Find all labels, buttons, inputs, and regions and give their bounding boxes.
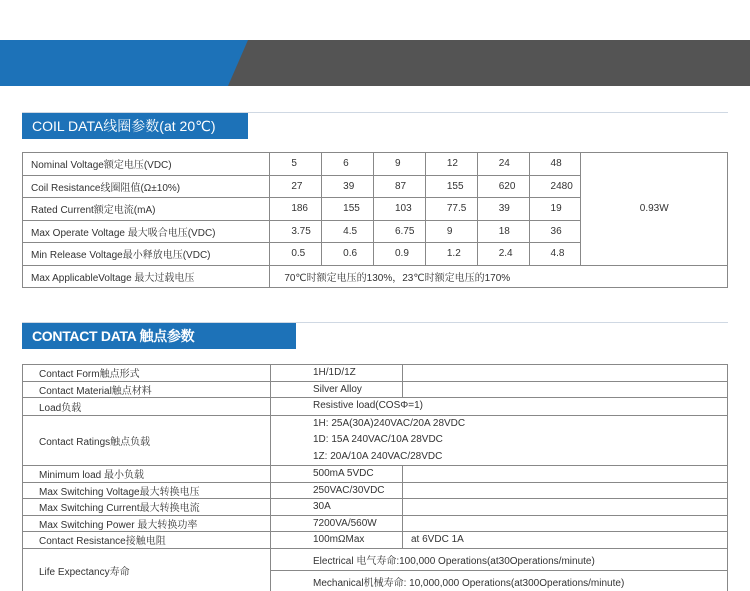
empty-cell [403,365,728,382]
table-row [23,532,728,549]
table-row [23,415,728,466]
table-row [23,499,728,516]
life-electrical: Electrical 电气寿命:100,000 Operations(at30Operations/minute) [271,548,728,570]
coil-cell: 9 [374,153,426,176]
coil-cell: 4.8 [529,243,581,266]
life-mechanical: Mechanical机械寿命: 10,000,000 Operations(at300Operations/minute) [271,570,728,591]
table-row [23,548,728,570]
coil-cell: 1.2 [425,243,477,266]
coil-cell: 3.75 [270,220,322,243]
contact-resistance-value: 100mΩMax [271,532,403,549]
coil-data-table [22,152,728,288]
load-value: Resistive load(COSΦ=1) [271,398,728,416]
table-row [23,466,728,483]
min-load-label: Minimum load 最小负载 [23,466,271,483]
max-voltage-label: Max Switching Voltage最大转换电压 [23,482,271,499]
coil-cell: 19 [529,198,581,221]
empty-cell [403,381,728,398]
contact-resistance-label: Contact Resistance接触电阻 [23,532,271,549]
contact-ratings-values [271,415,728,466]
load-label: Load负载 [23,398,271,416]
coil-cell: 24 [477,153,529,176]
max-power-value: 7200VA/560W [271,515,403,532]
coil-cell: 18 [477,220,529,243]
table-row [23,515,728,532]
coil-cell: 5 [270,153,322,176]
coil-row-label: Min Release Voltage最小释放电压(VDC) [23,243,270,266]
max-current-label: Max Switching Current最大转换电流 [23,499,271,516]
coil-row-label: Rated Current额定电流(mA) [23,198,270,221]
contact-section-title: CONTACT DATA 触点参数 [22,323,296,349]
coil-cell: 36 [529,220,581,243]
coil-cell: 0.5 [270,243,322,266]
empty-cell [403,499,728,516]
coil-cell: 0.6 [322,243,374,266]
empty-cell [403,482,728,499]
coil-max-voltage-value: 70℃时额定电压的130%，23℃时额定电压的170% [270,265,728,288]
coil-row-label: Max Operate Voltage 最大吸合电压(VDC) [23,220,270,243]
rating-1d: 1D: 15A 240VAC/10A 28VDC [313,434,443,445]
max-current-value: 30A [271,499,403,516]
coil-cell: 4.5 [322,220,374,243]
contact-form-label: Contact Form触点形式 [23,365,271,382]
coil-row-label: Coil Resistance线圈阻值(Ω±10%) [23,175,270,198]
table-row [23,482,728,499]
coil-cell: 39 [322,175,374,198]
coil-cell: 155 [322,198,374,221]
contact-ratings-label: Contact Ratings触点负载 [23,415,271,466]
coil-cell: 9 [425,220,477,243]
rating-1h: 1H: 25A(30A)240VAC/20A 28VDC [313,417,466,429]
coil-row-label: Nominal Voltage额定电压(VDC) [23,153,270,176]
coil-cell: 6.75 [374,220,426,243]
coil-cell: 39 [477,198,529,221]
coil-cell: 0.9 [374,243,426,266]
coil-cell: 2.4 [477,243,529,266]
rating-1z: 1Z: 20A/10A 240VAC/28VDC [313,450,443,462]
table-row [23,265,728,288]
life-expectancy-label: Life Expectancy寿命 [23,548,271,591]
coil-section-title: COIL DATA线圈参数(at 20℃) [22,113,248,139]
coil-power-value: 0.93W [581,153,728,266]
coil-cell: 87 [374,175,426,198]
coil-cell: 2480 [529,175,581,198]
coil-cell: 6 [322,153,374,176]
coil-cell: 155 [425,175,477,198]
table-row [23,398,728,416]
contact-form-value: 1H/1D/1Z [271,365,403,382]
coil-cell: 77.5 [425,198,477,221]
empty-cell [403,466,728,483]
coil-cell: 27 [270,175,322,198]
coil-cell: 48 [529,153,581,176]
header-banner [0,40,750,86]
max-voltage-value: 250VAC/30VDC [271,482,403,499]
contact-data-table [22,364,728,591]
coil-cell: 103 [374,198,426,221]
contact-resistance-condition: at 6VDC 1A [403,532,728,549]
contact-material-label: Contact Material触点材料 [23,381,271,398]
empty-cell [403,515,728,532]
coil-cell: 186 [270,198,322,221]
table-row [23,153,728,176]
coil-max-voltage-label: Max ApplicableVoltage 最大过载电压 [23,265,270,288]
max-power-label: Max Switching Power 最大转换功率 [23,515,271,532]
coil-cell: 12 [425,153,477,176]
banner-blue-block [0,40,260,86]
table-row [23,365,728,382]
banner-gray-block [228,40,750,86]
table-row [23,381,728,398]
coil-cell: 620 [477,175,529,198]
min-load-value: 500mA 5VDC [271,466,403,483]
contact-material-value: Silver Alloy [271,381,403,398]
